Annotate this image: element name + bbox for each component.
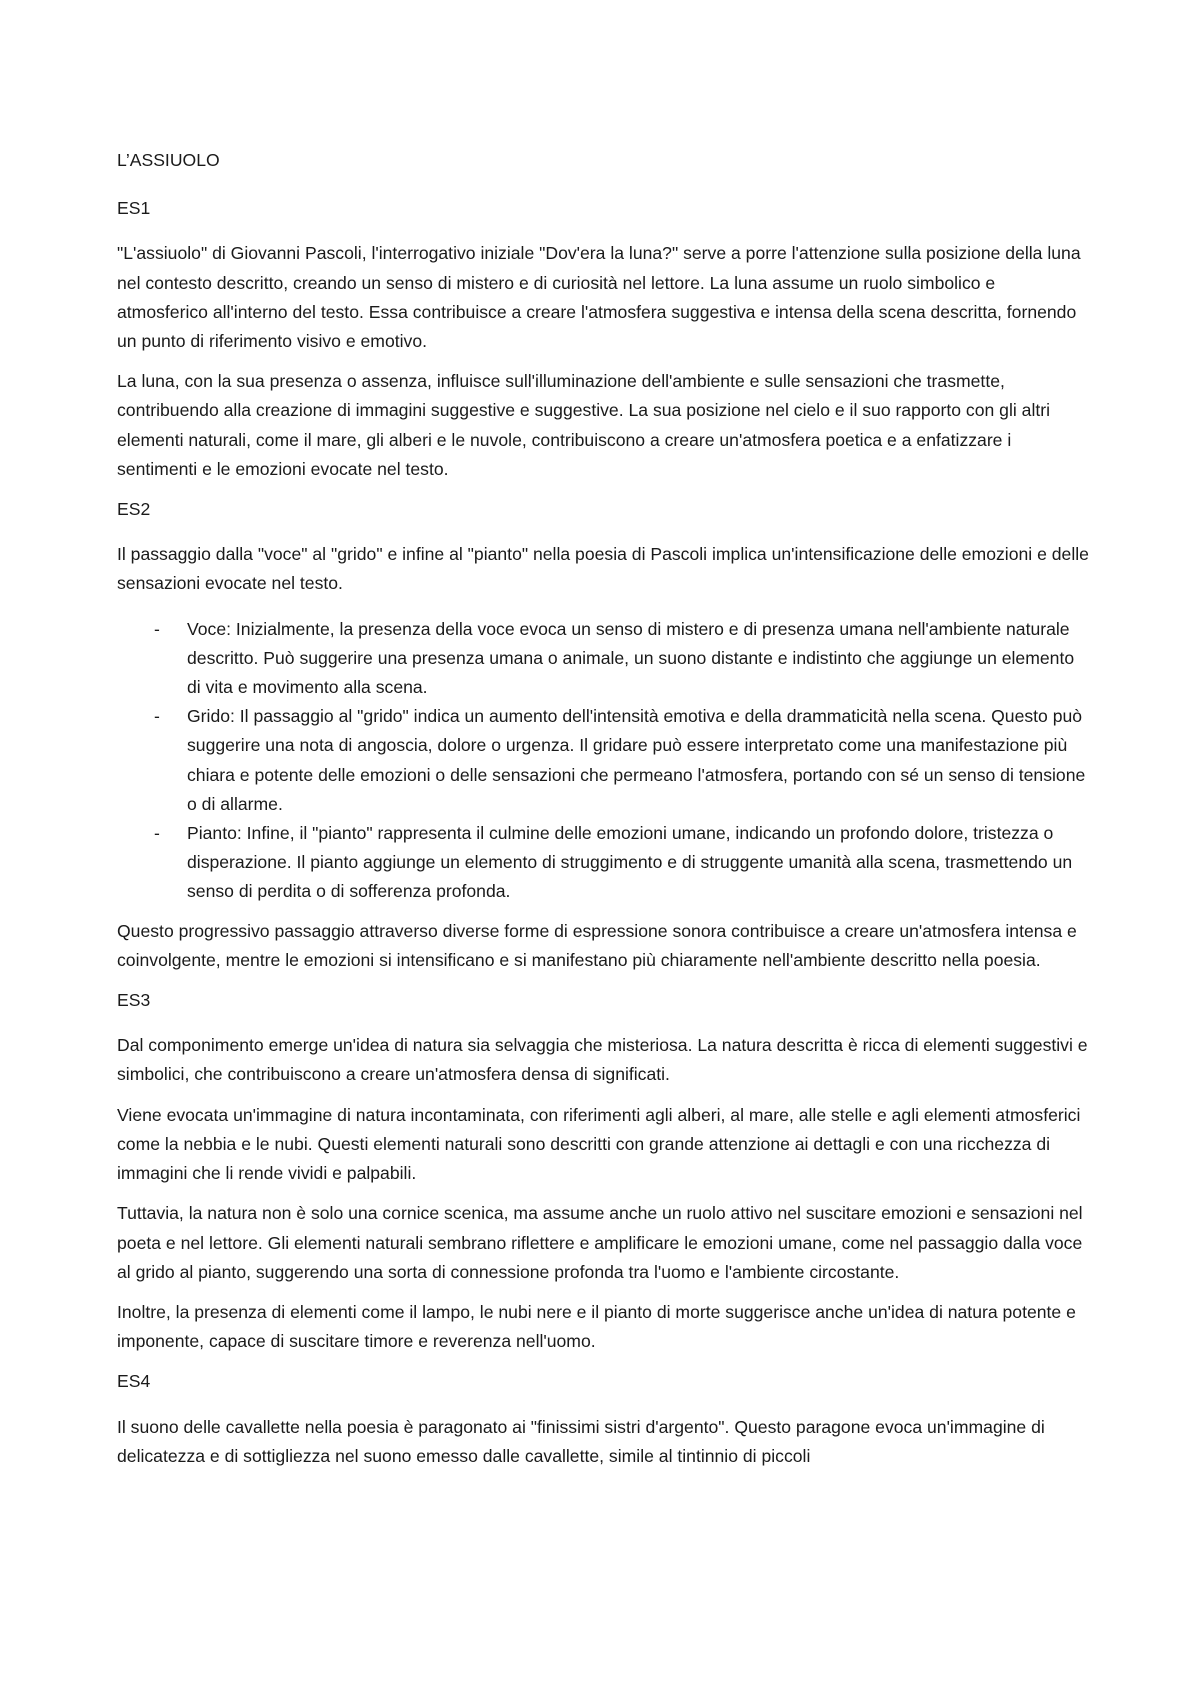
list-marker: - (154, 823, 160, 844)
section-es4 (117, 1367, 1090, 1471)
paragraph: Il suono delle cavallette nella poesia è paragonato ai "finissimi sistri d'argento". Questo paragone evoca un'immagine di delicatezza e di sottigliezza nel suono emesso dalle cavallette, simile al tintinnio di piccoli (117, 1416, 1045, 1466)
paragraph: Inoltre, la presenza di elementi come il lampo, le nubi nere e il pianto di morte suggerisce anche un'idea di natura potente e imponente, capace di suscitare timore e reverenza nell'uomo. (117, 1301, 1076, 1352)
paragraph: Viene evocata un'immagine di natura incontaminata, con riferimenti agli alberi, al mare, alle stelle e agli elementi atmosferici come la nebbia e le nubi. Questi elementi naturali sono descritti con grande attenzione ai dettagli e con una ricchezza di immagini che li rende vividi e palpabili. (117, 1104, 1081, 1184)
section-es3 (117, 986, 1090, 1356)
document-title: L’ASSIUOLO (117, 150, 220, 170)
list-item (117, 615, 1090, 703)
section-es2 (117, 495, 1090, 975)
list-item (117, 819, 1090, 907)
list-marker: - (154, 706, 160, 727)
section-label-es4: ES4 (117, 1371, 151, 1392)
section-label-es3: ES3 (117, 990, 151, 1011)
list-item-text: Pianto: Infine, il "pianto" rappresenta il culmine delle emozioni umane, indicando un profondo dolore, tristezza o disperazione. Il pianto aggiunge un elemento di struggimento e di struggente umanità alla scena, trasmettendo un senso di perdita o di sofferenza profonda. (187, 823, 1073, 902)
paragraph: Questo progressivo passaggio attraverso diverse forme di espressione sonora contribuisce a creare un'atmosfera intensa e coinvolgente, mentre le emozioni si intensificano e si manifestano più chiaramente nell'ambiente descritto nella poesia. (117, 920, 1077, 970)
list-item (117, 702, 1090, 819)
dash-list (117, 615, 1090, 907)
list-item-text: Voce: Inizialmente, la presenza della voce evoca un senso di mistero e di presenza umana nell'ambiente naturale descritto. Può suggerire una presenza umana o animale, un suono distante e indistinto che aggiunge un elemento di vita e movimento alla scena. (187, 618, 1075, 698)
paragraph: La luna, con la sua presenza o assenza, influisce sull'illuminazione dell'ambiente e sulle sensazioni che trasmette, contribuendo alla creazione di immagini suggestive e suggestive. La sua posizione nel cielo e il suo rapporto con gli altri elementi naturali, come il mare, gli alberi e le nuvole, contribuiscono a creare un'atmosfera poetica e a enfatizzare i sentimenti e le emozioni evocate nel testo. (117, 371, 1051, 479)
paragraph: Tuttavia, la natura non è solo una cornice scenica, ma assume anche un ruolo attivo nel suscitare emozioni e sensazioni nel poeta e nel lettore. Gli elementi naturali sembrano riflettere e amplificare le emozioni umane, come nel passaggio dalla voce al grido al pianto, suggerendo una sorta di connessione profonda tra l'uomo e l'ambiente circostante. (117, 1203, 1083, 1282)
section-label-es1: ES1 (117, 198, 151, 219)
section-es1 (117, 194, 1090, 484)
paragraph: Dal componimento emerge un'idea di natura sia selvaggia che misteriosa. La natura descritta è ricca di elementi suggestivi e simbolici, che contribuiscono a creare un'atmosfera densa di significati. (117, 1035, 1088, 1085)
paragraph: Il passaggio dalla "voce" al "grido" e infine al "pianto" nella poesia di Pascoli implica un'intensificazione delle emozioni e delle sensazioni evocate nel testo. (117, 544, 1089, 594)
paragraph: "L'assiuolo" di Giovanni Pascoli, l'interrogativo iniziale "Dov'era la luna?" serve a porre l'attenzione sulla posizione della luna nel contesto descritto, creando un senso di mistero e di curiosità nel lettore. La luna assume un ruolo simbolico e atmosferico all'interno del testo. Essa contribuisce a creare l'atmosfera suggestiva e intensa della scena descritta, fornendo un punto di riferimento visivo e emotivo. (117, 243, 1081, 352)
list-item-text: Grido: Il passaggio al "grido" indica un aumento dell'intensità emotiva e della drammaticità nella scena. Questo può suggerire una nota di angoscia, dolore o urgenza. Il gridare può essere interpretato come una manifestazione più chiara e potente delle emozioni o delle sensazioni che permeano l'atmosfera, portando con sé un senso di tensione o di allarme. (187, 706, 1086, 814)
section-label-es2: ES2 (117, 499, 151, 520)
list-marker: - (154, 618, 160, 639)
